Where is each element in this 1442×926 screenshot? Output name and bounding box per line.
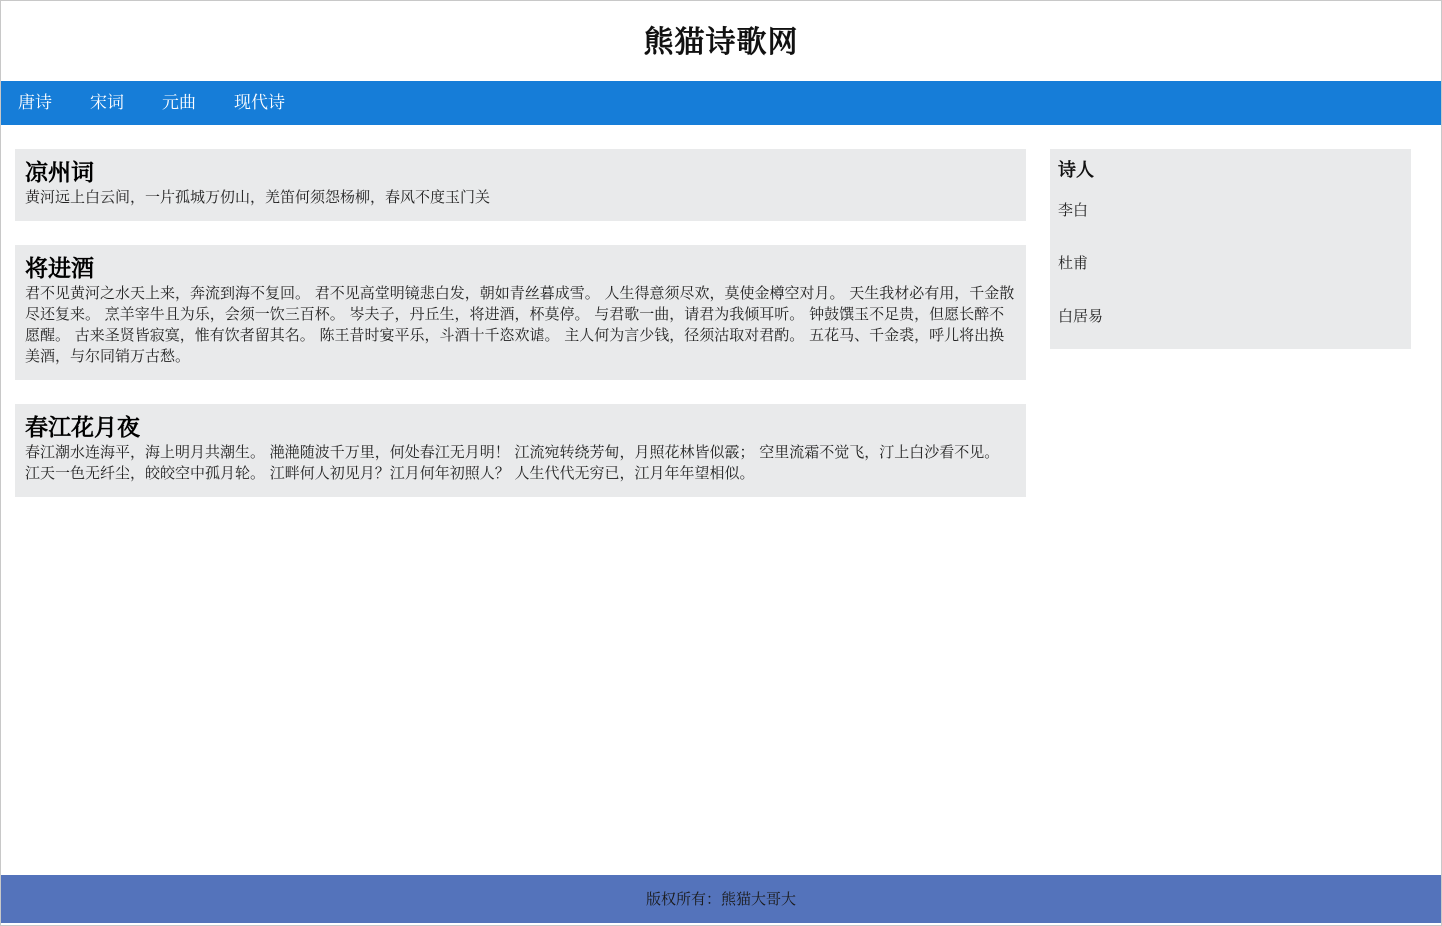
poet-link-libai[interactable]: 李白 bbox=[1058, 201, 1089, 219]
poet-link-baijuyi[interactable]: 白居易 bbox=[1058, 307, 1104, 325]
main-nav bbox=[1, 81, 1441, 125]
nav-item-songci[interactable]: 宋词 bbox=[90, 93, 124, 113]
poem-card bbox=[15, 245, 1026, 380]
nav-item-tangshi[interactable]: 唐诗 bbox=[18, 93, 52, 113]
nav-item-modern[interactable]: 现代诗 bbox=[234, 93, 285, 113]
page-footer bbox=[1, 875, 1441, 923]
poem-card bbox=[15, 149, 1026, 221]
poet-link-dufu[interactable]: 杜甫 bbox=[1058, 254, 1089, 272]
poet-sidebar bbox=[1050, 149, 1411, 349]
poem-text: 春江潮水连海平，海上明月共潮生。 滟滟随波千万里，何处春江无月明！ 江流宛转绕芳甸，月照花林皆似霰； 空里流霜不觉飞，汀上白沙看不见。 江天一色无纤尘，皎皎空中孤月轮。 江畔何人初见月？江月何年初照人？ 人生代代无穷已，江月年年望相似。 bbox=[25, 443, 1000, 482]
site-title: 熊猫诗歌网 bbox=[643, 25, 799, 60]
poem-card bbox=[15, 404, 1026, 497]
poem-title: 凉州词 bbox=[25, 160, 94, 186]
poem-text: 黄河远上白云间，一片孤城万仞山，羌笛何须怨杨柳，春风不度玉门关 bbox=[25, 188, 491, 206]
poem-title: 将进酒 bbox=[25, 256, 94, 282]
copyright-text: 版权所有：熊猫大哥大 bbox=[645, 890, 796, 908]
poem-title: 春江花月夜 bbox=[25, 415, 140, 441]
sidebar-title: 诗人 bbox=[1058, 160, 1094, 181]
nav-item-yuanqu[interactable]: 元曲 bbox=[162, 93, 196, 113]
poem-text: 君不见黄河之水天上来，奔流到海不复回。 君不见高堂明镜悲白发，朝如青丝暮成雪。 人生得意须尽欢，莫使金樽空对月。 天生我材必有用，千金散尽还复来。 烹羊宰牛且为乐，会须一饮三百杯。 岑夫子，丹丘生，将进酒，杯莫停。 与君歌一曲，请君为我倾耳听。 钟鼓馔玉不足贵，但愿长醉不愿醒。 古来圣贤皆寂寞，惟有饮者留其名。 陈王昔时宴平乐，斗酒十千恣欢谑。 主人何为言少钱，径须沽取对君酌。 五花马、千金裘，呼儿将出换美酒，与尔同销万古愁。 bbox=[25, 284, 1015, 365]
